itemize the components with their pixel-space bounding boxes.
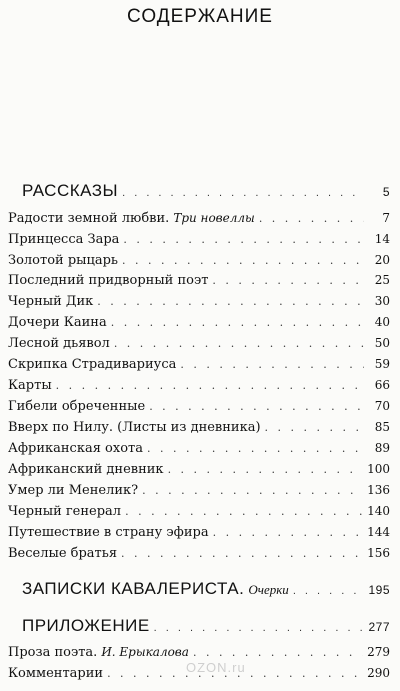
toc-label: Гибели обреченные — [8, 399, 146, 414]
toc-entry[interactable] — [8, 313, 390, 332]
toc-entry[interactable] — [8, 523, 390, 542]
toc-page-number: 59 — [374, 357, 390, 371]
toc-entry[interactable] — [8, 439, 390, 458]
toc-page-number: 140 — [367, 504, 390, 518]
toc-page-number: 25 — [374, 273, 390, 287]
toc-page-number: 89 — [374, 441, 390, 455]
toc-label: Проза поэта. — [8, 645, 98, 660]
toc-page-number: 144 — [367, 525, 390, 539]
dot-leader — [149, 398, 364, 416]
toc-page-number: 277 — [368, 620, 390, 634]
toc-label: Дочери Каина — [8, 315, 107, 330]
toc-label: Последний придворный поэт — [8, 273, 209, 288]
toc-label: Веселые братья — [8, 546, 118, 561]
dot-leader — [123, 231, 364, 249]
toc-entry[interactable] — [8, 481, 390, 500]
dot-leader — [147, 440, 364, 458]
dot-leader — [56, 377, 364, 395]
toc-subtitle: Три новеллы — [173, 211, 255, 225]
toc-entry[interactable] — [8, 271, 390, 290]
dot-leader — [111, 314, 364, 332]
toc-page-number: 85 — [374, 420, 390, 434]
toc-entry[interactable] — [8, 355, 390, 374]
toc-label: Принцесса Зара — [8, 232, 120, 247]
toc-page-number: 195 — [368, 583, 390, 597]
dot-leader — [125, 503, 363, 521]
toc-entry[interactable] — [8, 251, 390, 270]
toc-label: Вверх по Нилу. (Листы из дневника) — [8, 420, 261, 435]
dot-leader — [265, 419, 364, 437]
toc-page-number: 290 — [367, 666, 390, 680]
toc-page-number: 66 — [374, 378, 390, 392]
dot-leader — [114, 335, 364, 353]
toc-page-number: 40 — [374, 315, 390, 329]
toc-entry[interactable] — [8, 460, 390, 479]
toc-page-number: 100 — [367, 462, 390, 476]
dot-leader — [122, 182, 364, 204]
toc-subtitle: И. Ерыкалова — [101, 645, 189, 659]
dot-leader — [168, 461, 364, 479]
toc-page-number: 279 — [367, 645, 390, 659]
toc-label: Путешествие в страну эфира — [8, 525, 209, 540]
dot-leader — [121, 545, 363, 563]
toc-subtitle: Очерки — [248, 582, 289, 597]
toc-label: Африканский дневник — [8, 462, 164, 477]
toc-label: Радости земной любви. — [8, 211, 170, 226]
toc-label: Лесной дьявол — [8, 336, 110, 351]
dot-leader — [142, 482, 363, 500]
dot-leader — [293, 580, 364, 602]
toc-label: Золотой рыцарь — [8, 253, 119, 268]
toc-entry[interactable] — [8, 544, 390, 563]
dot-leader — [213, 524, 364, 542]
toc-label: Черный Дик — [8, 294, 94, 309]
dot-leader — [180, 356, 364, 374]
toc-entry[interactable] — [8, 334, 390, 353]
toc-label: Африканская охота — [8, 441, 143, 456]
toc-page-number: 50 — [374, 336, 390, 350]
toc-page-number: 20 — [374, 253, 390, 267]
toc-label: Умер ли Менелик? — [8, 483, 139, 498]
toc-label: РАССКАЗЫ — [22, 181, 119, 200]
toc-page-number: 5 — [382, 185, 390, 199]
dot-leader — [122, 252, 364, 270]
toc-label: Скрипка Страдивариуса — [8, 357, 177, 372]
dot-leader — [97, 293, 364, 311]
toc-page-number: 156 — [367, 546, 390, 560]
toc-page-number: 70 — [374, 399, 390, 413]
toc-label: ПРИЛОЖЕНИЕ — [22, 616, 150, 635]
toc-entry[interactable] — [8, 418, 390, 437]
dot-leader — [212, 272, 364, 290]
toc-page-number: 14 — [374, 232, 390, 246]
toc-entry[interactable] — [8, 292, 390, 311]
toc-label: Черный генерал — [8, 504, 122, 519]
toc-entry[interactable] — [8, 376, 390, 395]
watermark: OZON.ru — [186, 660, 246, 675]
toc-page-number: 30 — [374, 294, 390, 308]
dot-leader — [154, 617, 364, 639]
page-title: СОДЕРЖАНИЕ — [127, 6, 273, 27]
toc-entry[interactable] — [8, 397, 390, 416]
toc-entry[interactable] — [8, 230, 390, 249]
toc-entry[interactable] — [8, 209, 390, 228]
toc-page-number: 136 — [367, 483, 390, 497]
toc-label: Комментарии — [8, 666, 104, 681]
dot-leader — [259, 210, 364, 228]
toc-label: Карты — [8, 378, 52, 393]
toc-section[interactable] — [22, 615, 390, 639]
toc-entry[interactable] — [8, 502, 390, 521]
toc-label: ЗАПИСКИ КАВАЛЕРИСТА. — [22, 579, 245, 598]
toc-section[interactable] — [22, 578, 390, 602]
toc-section[interactable] — [22, 180, 390, 204]
toc-page-number: 7 — [382, 211, 390, 225]
